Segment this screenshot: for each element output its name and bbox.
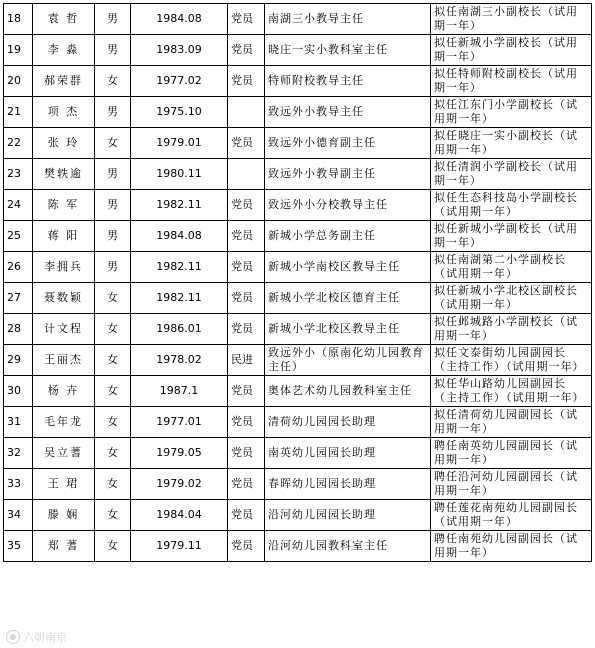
row-number-cell: 34 (4, 500, 33, 531)
party-cell: 党员 (228, 438, 265, 469)
name-cell: 杨 卉 (33, 376, 95, 407)
gender-cell: 女 (95, 345, 131, 376)
gender-cell: 男 (95, 190, 131, 221)
current-position-cell: 致远外小德育副主任 (265, 128, 431, 159)
proposed-position-cell: 聘任沿河幼儿园副园长（试用期一年） (431, 469, 592, 500)
gender-cell: 女 (95, 407, 131, 438)
birth-date-cell: 1982.11 (131, 283, 228, 314)
name-cell: 张 玲 (33, 128, 95, 159)
current-position-cell: 特师附校教导主任 (265, 66, 431, 97)
party-cell: 党员 (228, 283, 265, 314)
row-number-cell: 23 (4, 159, 33, 190)
name-cell: 项 杰 (33, 97, 95, 128)
party-cell: 党员 (228, 500, 265, 531)
birth-date-cell: 1984.04 (131, 500, 228, 531)
name-cell: 郑 蓍 (33, 531, 95, 562)
proposed-position-cell: 聘任南苑幼儿园副园长（试用期一年） (431, 531, 592, 562)
row-number-cell: 35 (4, 531, 33, 562)
party-cell: 党员 (228, 252, 265, 283)
party-cell: 党员 (228, 221, 265, 252)
name-cell: 滕 娴 (33, 500, 95, 531)
gender-cell: 女 (95, 128, 131, 159)
party-cell (228, 159, 265, 190)
appointment-table (3, 3, 592, 562)
birth-date-cell: 1978.02 (131, 345, 228, 376)
row-number-cell: 31 (4, 407, 33, 438)
birth-date-cell: 1977.01 (131, 407, 228, 438)
name-cell: 王 珺 (33, 469, 95, 500)
table-row (4, 376, 592, 407)
row-number-cell: 21 (4, 97, 33, 128)
row-number-cell: 28 (4, 314, 33, 345)
name-cell: 聂数颖 (33, 283, 95, 314)
current-position-cell: 南湖三小教导主任 (265, 4, 431, 35)
gender-cell: 女 (95, 438, 131, 469)
table-body (4, 4, 592, 562)
proposed-position-cell: 拟任清润小学副校长（试用期一年） (431, 159, 592, 190)
logo-icon (6, 630, 20, 644)
current-position-cell: 南英幼儿园园长助理 (265, 438, 431, 469)
current-position-cell: 新城小学北校区德育主任 (265, 283, 431, 314)
table-row (4, 345, 592, 376)
name-cell: 计文程 (33, 314, 95, 345)
birth-date-cell: 1987.1 (131, 376, 228, 407)
gender-cell: 男 (95, 97, 131, 128)
current-position-cell: 清荷幼儿园园长助理 (265, 407, 431, 438)
row-number-cell: 24 (4, 190, 33, 221)
current-position-cell: 晓庄一实小教科室主任 (265, 35, 431, 66)
name-cell: 王丽杰 (33, 345, 95, 376)
name-cell: 陈 军 (33, 190, 95, 221)
current-position-cell: 春晖幼儿园园长助理 (265, 469, 431, 500)
proposed-position-cell: 拟任南湖第二小学副校长（试用期一年） (431, 252, 592, 283)
party-cell: 党员 (228, 469, 265, 500)
proposed-position-cell: 拟任邺城路小学副校长（试用期一年） (431, 314, 592, 345)
table-row (4, 190, 592, 221)
proposed-position-cell: 聘任莲花南苑幼儿园副园长（试用期一年） (431, 500, 592, 531)
current-position-cell: 新城小学总务副主任 (265, 221, 431, 252)
gender-cell: 女 (95, 500, 131, 531)
birth-date-cell: 1977.02 (131, 66, 228, 97)
current-position-cell: 致远外小分校教导主任 (265, 190, 431, 221)
proposed-position-cell: 拟任文泰街幼儿园副园长（主持工作）（试用期一年） (431, 345, 592, 376)
table-row (4, 438, 592, 469)
current-position-cell: 沿河幼儿园教科室主任 (265, 531, 431, 562)
row-number-cell: 32 (4, 438, 33, 469)
birth-date-cell: 1979.05 (131, 438, 228, 469)
table-row (4, 314, 592, 345)
gender-cell: 男 (95, 4, 131, 35)
proposed-position-cell: 聘任南英幼儿园副园长（试用期一年） (431, 438, 592, 469)
table-row (4, 531, 592, 562)
gender-cell: 女 (95, 531, 131, 562)
row-number-cell: 29 (4, 345, 33, 376)
current-position-cell: 奥体艺术幼儿园教科室主任 (265, 376, 431, 407)
birth-date-cell: 1986.01 (131, 314, 228, 345)
proposed-position-cell: 拟任生态科技岛小学副校长（试用期一年） (431, 190, 592, 221)
birth-date-cell: 1984.08 (131, 221, 228, 252)
gender-cell: 男 (95, 252, 131, 283)
party-cell: 党员 (228, 314, 265, 345)
current-position-cell: 致远外小教导主任 (265, 97, 431, 128)
current-position-cell: 致远外小教导副主任 (265, 159, 431, 190)
gender-cell: 女 (95, 314, 131, 345)
table-row (4, 469, 592, 500)
proposed-position-cell: 拟任新城小学北校区副校长（试用期一年） (431, 283, 592, 314)
name-cell: 李 淼 (33, 35, 95, 66)
row-number-cell: 26 (4, 252, 33, 283)
table-row (4, 97, 592, 128)
gender-cell: 男 (95, 221, 131, 252)
party-cell: 党员 (228, 407, 265, 438)
row-number-cell: 20 (4, 66, 33, 97)
table-row (4, 128, 592, 159)
birth-date-cell: 1975.10 (131, 97, 228, 128)
party-cell (228, 97, 265, 128)
table-row (4, 221, 592, 252)
proposed-position-cell: 拟任南湖三小副校长（试用期一年） (431, 4, 592, 35)
gender-cell: 男 (95, 159, 131, 190)
gender-cell: 女 (95, 66, 131, 97)
watermark (6, 629, 67, 645)
table-row (4, 4, 592, 35)
proposed-position-cell: 拟任新城小学副校长（试用期一年） (431, 221, 592, 252)
table-row (4, 252, 592, 283)
row-number-cell: 22 (4, 128, 33, 159)
proposed-position-cell: 拟任清荷幼儿园副园长（试用期一年） (431, 407, 592, 438)
birth-date-cell: 1982.11 (131, 252, 228, 283)
table-row (4, 159, 592, 190)
name-cell: 吴立蓍 (33, 438, 95, 469)
row-number-cell: 30 (4, 376, 33, 407)
proposed-position-cell: 拟任新城小学副校长（试用期一年） (431, 35, 592, 66)
name-cell: 毛年龙 (33, 407, 95, 438)
gender-cell: 女 (95, 469, 131, 500)
row-number-cell: 18 (4, 4, 33, 35)
party-cell: 党员 (228, 35, 265, 66)
current-position-cell: 新城小学北校区教导主任 (265, 314, 431, 345)
party-cell: 党员 (228, 66, 265, 97)
gender-cell: 女 (95, 283, 131, 314)
table-row (4, 500, 592, 531)
table-row (4, 407, 592, 438)
watermark-text: 六朝南京 (23, 631, 67, 644)
name-cell: 郝荣群 (33, 66, 95, 97)
proposed-position-cell: 拟任华山路幼儿园副园长（主持工作）（试用期一年） (431, 376, 592, 407)
name-cell: 蒋 阳 (33, 221, 95, 252)
table-row (4, 66, 592, 97)
table-row (4, 283, 592, 314)
birth-date-cell: 1979.02 (131, 469, 228, 500)
row-number-cell: 33 (4, 469, 33, 500)
gender-cell: 女 (95, 376, 131, 407)
row-number-cell: 19 (4, 35, 33, 66)
party-cell: 党员 (228, 4, 265, 35)
name-cell: 樊轶逾 (33, 159, 95, 190)
party-cell: 民进 (228, 345, 265, 376)
party-cell: 党员 (228, 376, 265, 407)
party-cell: 党员 (228, 128, 265, 159)
birth-date-cell: 1979.11 (131, 531, 228, 562)
name-cell: 李拥兵 (33, 252, 95, 283)
proposed-position-cell: 拟任晓庄一实小副校长（试用期一年） (431, 128, 592, 159)
proposed-position-cell: 拟任江东门小学副校长（试用期一年） (431, 97, 592, 128)
party-cell: 党员 (228, 531, 265, 562)
birth-date-cell: 1982.11 (131, 190, 228, 221)
proposed-position-cell: 拟任特师附校副校长（试用期一年） (431, 66, 592, 97)
row-number-cell: 25 (4, 221, 33, 252)
current-position-cell: 新城小学南校区教导主任 (265, 252, 431, 283)
birth-date-cell: 1984.08 (131, 4, 228, 35)
birth-date-cell: 1983.09 (131, 35, 228, 66)
name-cell: 袁 哲 (33, 4, 95, 35)
birth-date-cell: 1979.01 (131, 128, 228, 159)
current-position-cell: 沿河幼儿园园长助理 (265, 500, 431, 531)
gender-cell: 男 (95, 35, 131, 66)
current-position-cell: 致远外小（原南化幼儿园教育主任） (265, 345, 431, 376)
row-number-cell: 27 (4, 283, 33, 314)
party-cell: 党员 (228, 190, 265, 221)
birth-date-cell: 1980.11 (131, 159, 228, 190)
table-row (4, 35, 592, 66)
